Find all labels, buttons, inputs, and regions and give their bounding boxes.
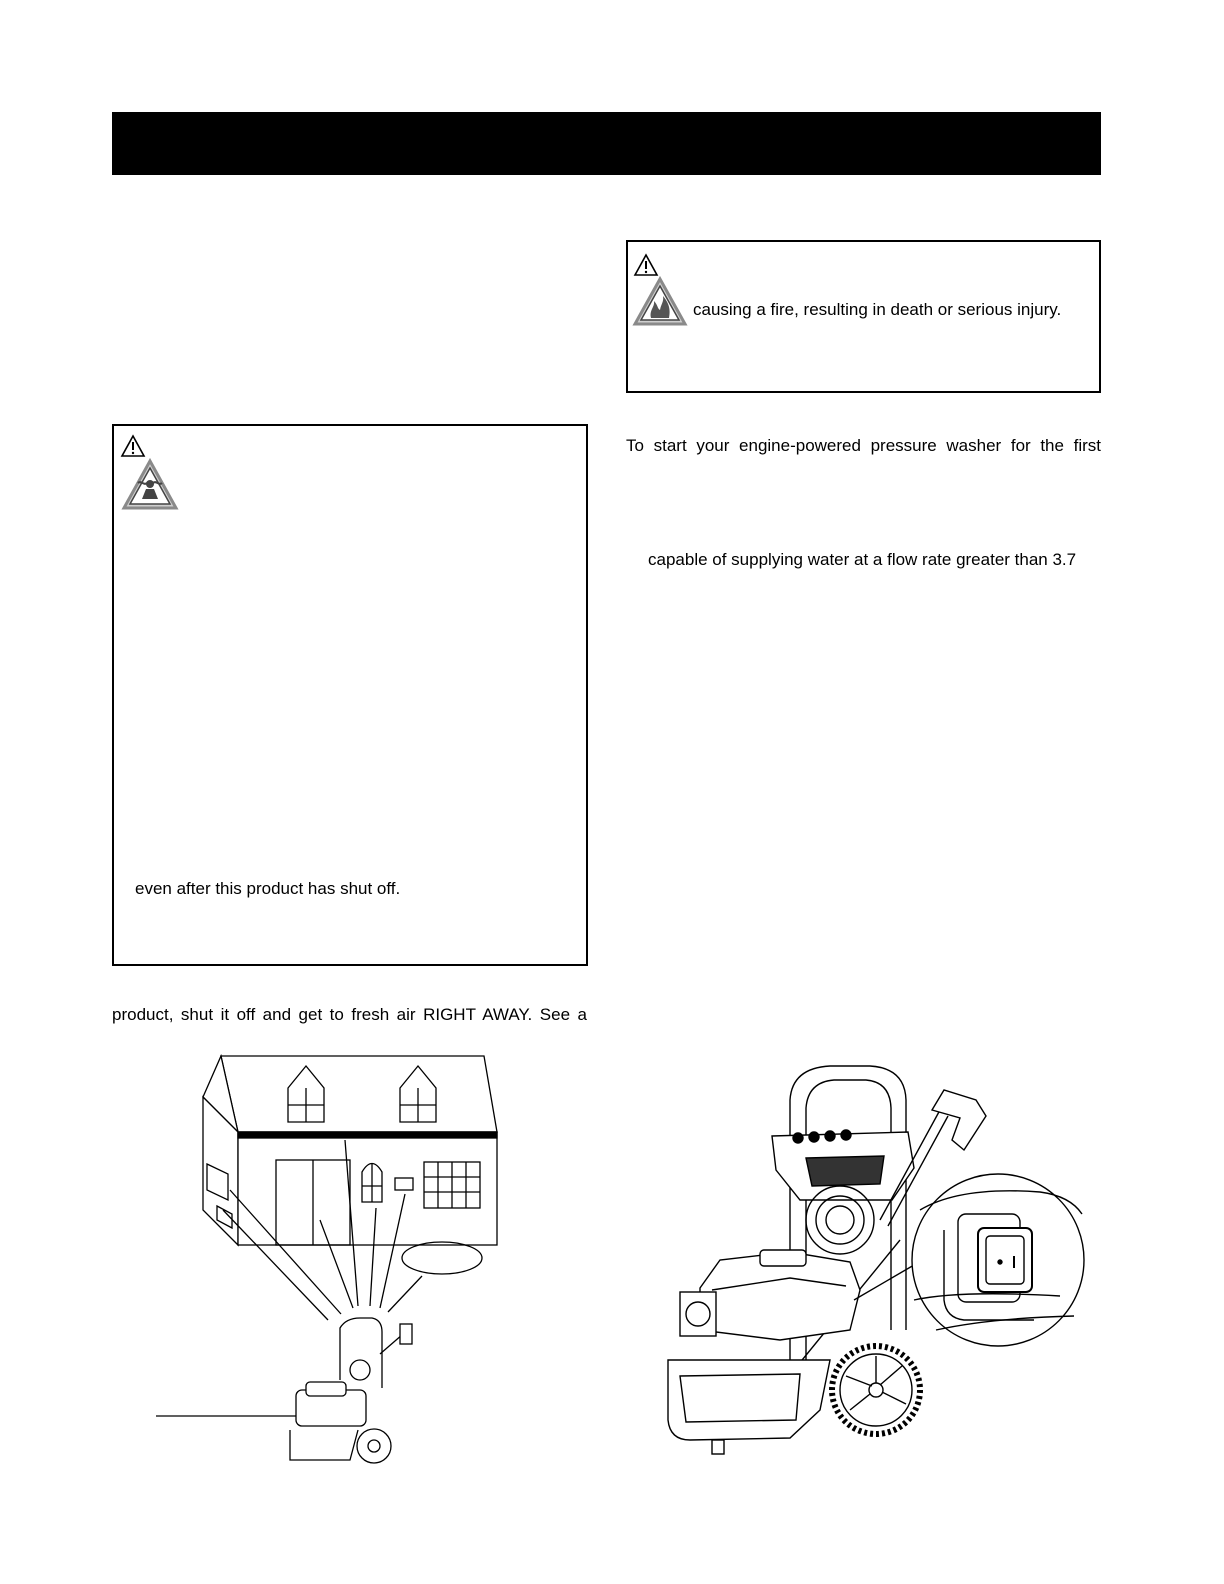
co-warning-box: [112, 424, 588, 966]
fire-warning-text: causing a fire, resulting in death or serious injury.: [693, 300, 1062, 319]
fire-hazard-icon: [633, 277, 687, 327]
pressure-washer-switch-diagram: [650, 1060, 1090, 1460]
water-flow-line: capable of supplying water at a flow rate greater than 3.7: [648, 550, 1077, 569]
warning-triangle-icon: [634, 254, 658, 276]
start-instructions-line: To start your engine-powered pressure washer for the first: [626, 436, 1101, 455]
co-warning-text: even after this product has shut off.: [135, 879, 401, 898]
fire-warning-box: [626, 240, 1101, 393]
section-header-bar: [112, 112, 1101, 175]
toxic-fumes-icon: [122, 459, 178, 511]
house-exhaust-diagram: [140, 1050, 520, 1480]
warning-triangle-icon: [121, 435, 145, 457]
fresh-air-line: product, shut it off and get to fresh air RIGHT AWAY. See a: [112, 1005, 587, 1024]
